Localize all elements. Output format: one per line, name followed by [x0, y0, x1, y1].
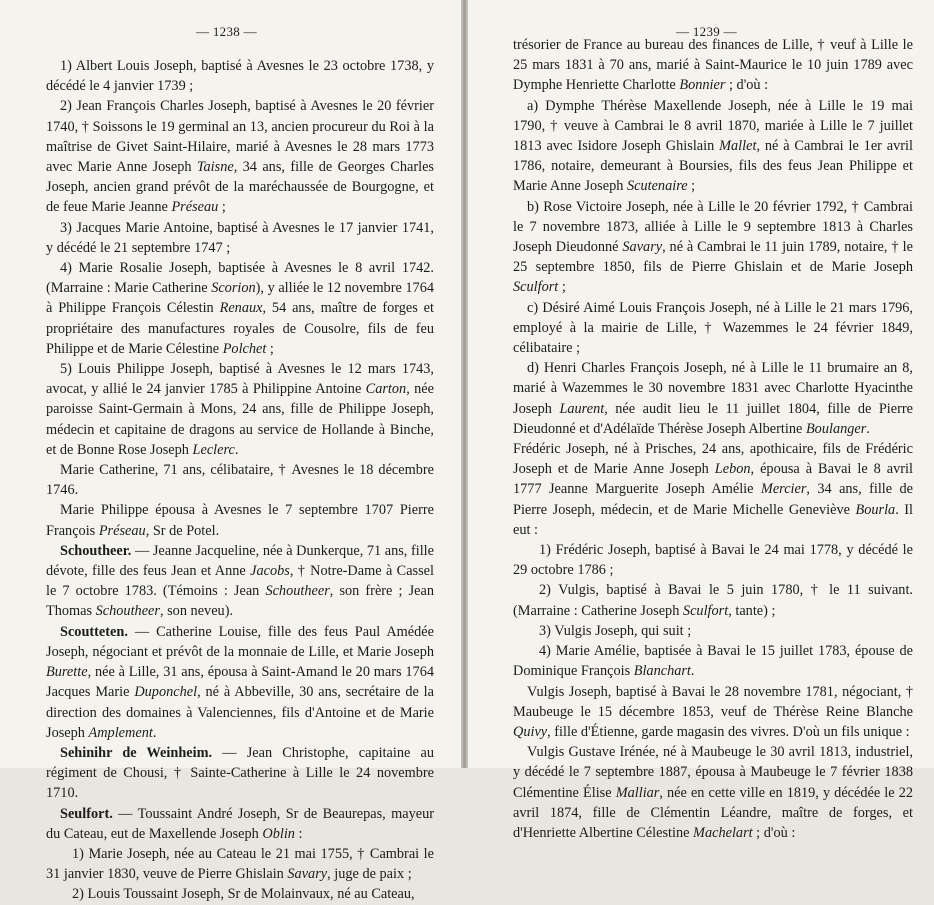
family-entry: Schoutheer. — Jeanne Jacqueline, née à Dunkerque, 71 ans, fille dévote, fille des feus Jean et Anne Jacobs, † Notre-Dame à Cassel le 7 octobre 1783. (Témoins : Jean Schoutheer, son frère ; Jean Thomas Schoutheer, son neveu). [46, 542, 434, 620]
entry-paragraph: 4) Marie Amélie, baptisée à Bavai le 15 juillet 1783, épouse de Dominique François Blanchart. [513, 643, 913, 680]
family-heading: Seulfort. [60, 805, 113, 822]
page-number-left: — 1238 — [196, 24, 257, 39]
entry-paragraph: Frédéric Joseph, né à Prisches, 24 ans, apothicaire, fils de Frédéric Joseph et de Marie Anne Joseph Lebon, épousa à Bavai le 8 avril 1777 Jeanne Marguerite Joseph Amélie Mercier, 34 ans, fille de Pierre Joseph, médecin, et de Marie Michelle Geneviève Bourla. Il eut : [513, 441, 913, 538]
entry-paragraph: 1) Frédéric Joseph, baptisé à Bavai le 24 mai 1778, y décédé le 29 octobre 1786 ; [513, 542, 913, 579]
family-heading: Sehinihr de Weinheim. [60, 744, 213, 761]
entry-paragraph: Vulgis Gustave Irénée, né à Maubeuge le 30 avril 1813, industriel, y décédé le 7 septembre 1887, épousa à Maubeuge le 7 février 1838 Clémentine Élise Malliar, née en cette ville en 1819, y décédée le 22 avril 1874, fille de Clémentin Léandre, maître de forges, et d'Henriette Albertine Célestine Machelart ; d'où : [513, 744, 913, 841]
entry-paragraph: b) Rose Victoire Joseph, née à Lille le 20 février 1792, † Cambrai le 7 novembre 1873, alliée à Lille le 9 septembre 1813 à Charles Joseph Dieudonné Savary, né à Cambrai le 11 juin 1789, notaire, † le 25 septembre 1850, fils de Pierre Ghislain et de Marie Joseph Sculfort ; [513, 198, 913, 296]
family-entry: Sehinihr de Weinheim. — Jean Christophe, capitaine au régiment de Chousi, † Sainte-Catherine à Lille le 24 novembre 1710. [46, 744, 434, 802]
entry-paragraph: a) Dymphe Thérèse Maxellende Joseph, née à Lille le 19 mai 1790, † veuve à Cambrai le 8 avril 1870, mariée à Lille le 7 juillet 1813 avec Isidore Joseph Ghislain Mallet, né à Cambrai le 1er avril 1786, notaire, demeurant à Boursies, fils des feus Jean Philippe et Marie Anne Joseph Scutenaire ; [513, 97, 913, 195]
entry-paragraph: 2) Jean François Charles Joseph, baptisé à Avesnes le 20 février 1740, † Soissons le 19 germinal an 13, ancien procureur du Roi à la maîtrise de Givet Saint-Hilaire, marié à Avesnes le 28 mars 1773 avec Marie Anne Joseph Taisne, 34 ans, fille de Georges Charles Joseph, ancien grand prévôt de la maréchaussée de Bourgogne, et de feue Marie Jeanne Préseau ; [46, 98, 434, 216]
entry-paragraph: d) Henri Charles François Joseph, né à Lille le 11 brumaire an 8, marié à Wazemmes le 30 novembre 1831 avec Charlotte Hyacinthe Joseph Laurent, née audit lieu le 11 juillet 1804, fille de Pierre Dieudonné et d'Adélaïde Thérèse Joseph Albertine Boulanger. [513, 360, 913, 437]
entry-paragraph: Marie Philippe épousa à Avesnes le 7 septembre 1707 Pierre François Préseau, Sr de Potel. [46, 502, 434, 539]
family-heading: Schoutheer. [60, 542, 132, 559]
entry-paragraph: c) Désiré Aimé Louis François Joseph, né à Lille le 21 mars 1796, employé à la mairie de Lille, † Wazemmes le 24 février 1849, célibataire ; [513, 299, 913, 357]
left-page-text [46, 56, 434, 905]
entry-paragraph: 4) Marie Rosalie Joseph, baptisée à Avesnes le 8 avril 1742. (Marraine : Marie Catherine Scorion), y alliée le 12 novembre 1764 à Philippe François Célestin Renaux, 54 ans, maître de forges et propriétaire des manufactures royales de Cousolre, fils de feu Philippe et de Marie Célestine Polchet ; [46, 260, 434, 357]
right-page [468, 0, 934, 841]
entry-paragraph: 2) Vulgis, baptisé à Bavai le 5 juin 1780, † le 11 suivant. (Marraine : Catherine Joseph Sculfort, tante) ; [513, 582, 913, 619]
page-number-right: — 1239 — [676, 24, 737, 39]
entry-paragraph: 1) Albert Louis Joseph, baptisé à Avesnes le 23 octobre 1738, y décédé le 4 janvier 1739 ; [46, 58, 434, 95]
entry-paragraph: 3) Vulgis Joseph, qui suit ; [539, 622, 692, 639]
entry-paragraph: trésorier de France au bureau des finances de Lille, † veuf à Lille le 25 mars 1831 à 70 ans, marié à Saint-Maurice le 10 juin 1789 avec Dymphe Henriette Charlotte Bonnier ; d'où : [513, 37, 913, 94]
family-entry: Scoutteten. — Catherine Louise, fille des feus Paul Amédée Joseph, négociant et prévôt de la monnaie de Lille, et Marie Joseph Burette, née à Lille, 31 ans, épousa à Saint-Amand le 20 mars 1764 Jacques Marie Duponchel, né à Abbeville, 30 ans, secrétaire de la direction des domaines à Valenciennes, fils d'Antoine et de Marie Joseph Amplement. [46, 623, 434, 741]
entry-paragraph: 1) Marie Joseph, née au Cateau le 21 mai 1755, † Cambrai le 31 janvier 1830, veuve de Pierre Ghislain Savary, juge de paix ; [46, 845, 434, 883]
right-page-text [513, 35, 913, 843]
entry-paragraph: Vulgis Joseph, baptisé à Bavai le 28 novembre 1781, négociant, † Maubeuge le 15 décembre 1853, veuf de Thérèse Reine Blanche Quivy, fille d'Étienne, garde magasin des vivres. D'où un fils unique : [513, 683, 913, 740]
entry-paragraph: 5) Louis Philippe Joseph, baptisé à Avesnes le 12 mars 1743, avocat, y allié le 24 janvier 1785 à Philippine Antoine Carton, née paroisse Saint-Germain à Mons, 24 ans, fille de Philippe Joseph, médecin et capitaine de dragons au service de Hollande à Binche, et de Bonne Rose Joseph Leclerc. [46, 361, 434, 458]
family-heading: Scoutteten. [60, 623, 128, 640]
family-entry: Seulfort. — Toussaint André Joseph, Sr de Beaurepas, mayeur du Cateau, eut de Maxellende Joseph Oblin : [46, 805, 434, 842]
left-page [0, 0, 461, 903]
entry-paragraph: 3) Jacques Marie Antoine, baptisé à Avesnes le 17 janvier 1741, y décédé le 21 septembre 1747 ; [46, 219, 434, 256]
entry-paragraph: 2) Louis Toussaint Joseph, Sr de Molainvaux, né au Cateau, [72, 886, 415, 903]
entry-paragraph: Marie Catherine, 71 ans, célibataire, † Avesnes le 18 décembre 1746. [46, 462, 434, 499]
book-gutter [461, 0, 468, 768]
